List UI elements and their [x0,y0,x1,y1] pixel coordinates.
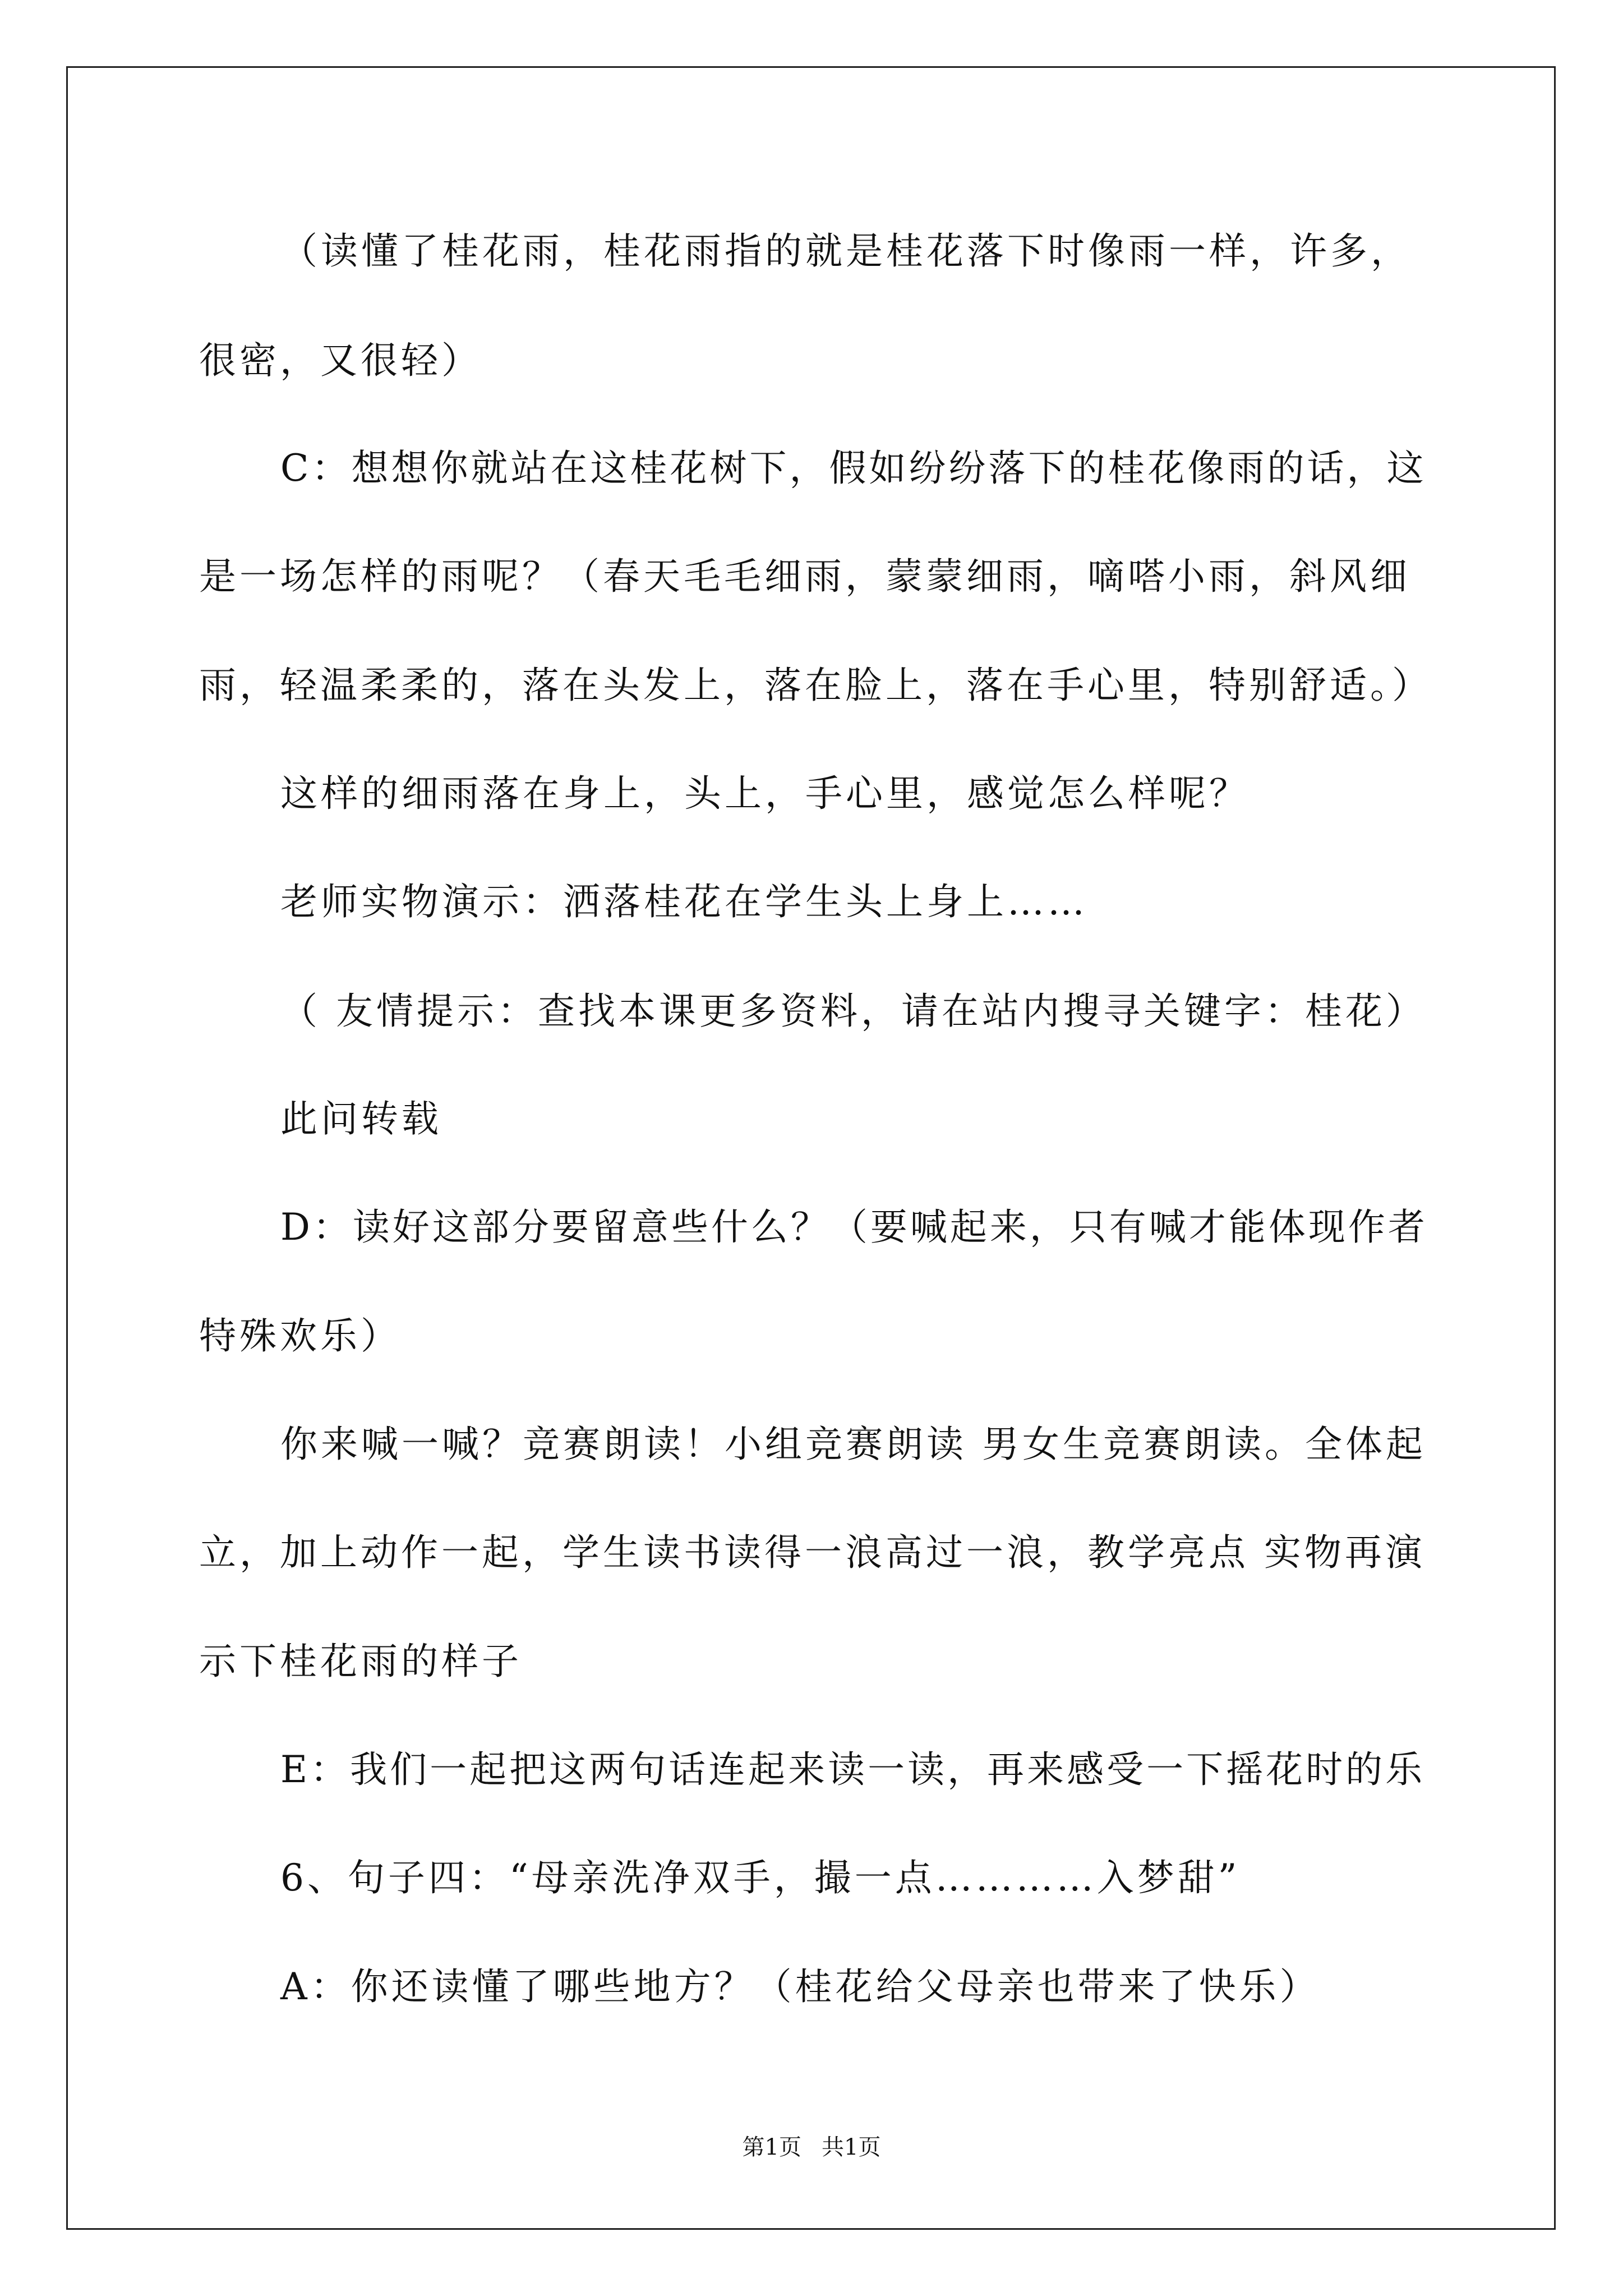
paragraph-line: 此问转载 [280,1097,442,1140]
paragraph-line: 立，加上动作一起，学生读书读得一浪高过一浪，教学亮点 实物再演 [199,1531,1426,1574]
paragraph-line: 是一场怎样的雨呢？（春天毛毛细雨，蒙蒙细雨，嘀嗒小雨，斜风细 [199,555,1410,598]
paragraph-line: A：你还读懂了哪些地方？（桂花给父母亲也带来了快乐） [280,1965,1320,2008]
paragraph-line: C：想想你就站在这桂花树下，假如纷纷落下的桂花像雨的话，这 [280,447,1427,490]
paragraph-line: （读懂了桂花雨，桂花雨指的就是桂花落下时像雨一样，许多， [280,229,1411,273]
paragraph-line: 这样的细雨落在身上，头上，手心里，感觉怎么样呢？ [280,772,1249,815]
paragraph-line: 你来喊一喊？竞赛朗读！小组竞赛朗读 男女生竞赛朗读。全体起 [280,1423,1426,1466]
page-footer [0,2133,1623,2161]
page-total: 共1页 [822,2134,881,2160]
paragraph-line: E：我们一起把这两句话连起来读一读，再来感受一下摇花时的乐 [280,1748,1426,1791]
page-border [66,66,1556,2230]
paragraph-line: 特殊欢乐） [199,1314,401,1358]
paragraph-line: D：读好这部分要留意些什么？（要喊起来，只有喊才能体现作者 [280,1205,1428,1249]
paragraph-line: 6、句子四：“母亲洗净双手，撮一点…………入梦甜” [280,1856,1241,1899]
paragraph-line: 很密，又很轻） [199,339,482,382]
paragraph-line: 老师实物演示：洒落桂花在学生头上身上…… [280,880,1088,923]
paragraph-line: 示下桂花雨的样子 [199,1640,522,1683]
paragraph-line: （ 友情提示：查找本课更多资料，请在站内搜寻关键字：桂花） [280,990,1426,1033]
page-number: 第1页 [742,2134,801,2160]
paragraph-line: 雨，轻温柔柔的，落在头发上，落在脸上，落在手心里，特别舒适。） [199,664,1432,707]
